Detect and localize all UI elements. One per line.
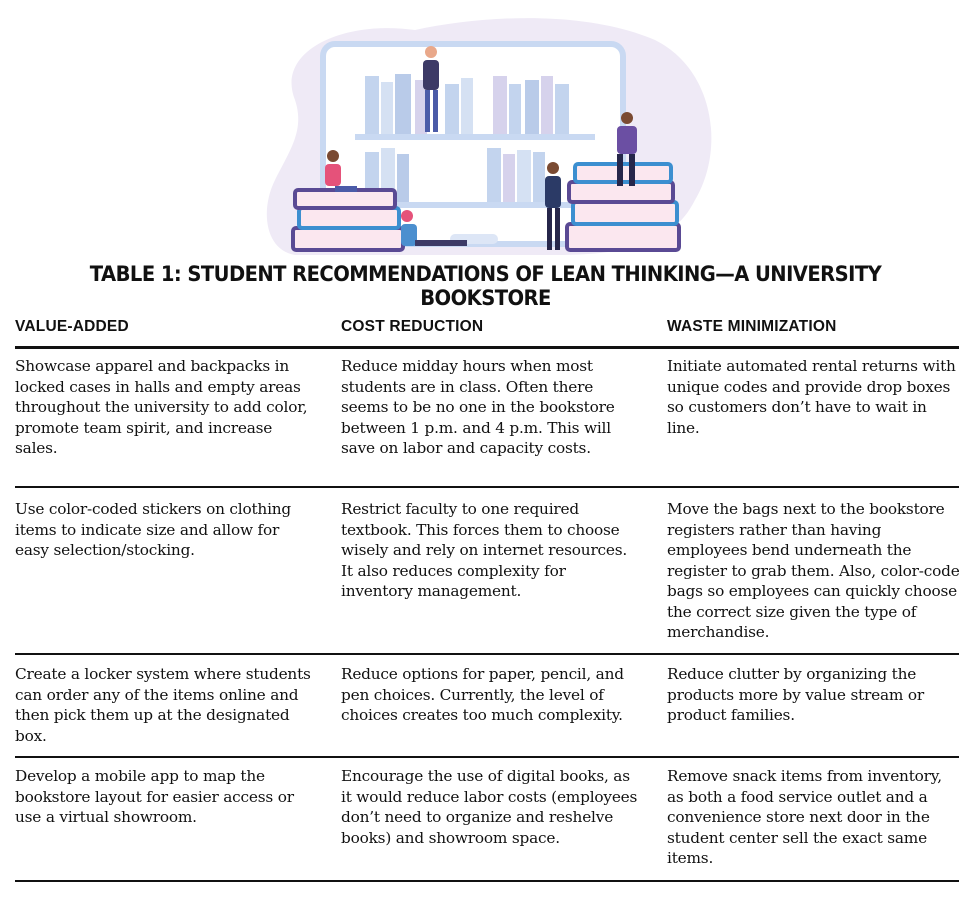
cell-value-added: Use color-coded stickers on clothing items to indicate size and allow for easy selection/stocking.	[15, 500, 292, 559]
shelf-books-top	[365, 74, 569, 134]
table-row	[15, 664, 959, 758]
cell-waste-minimization: Move the bags next to the bookstore registers rather than having employees bend underneath the register to grab them. Also, color-code bags so employees can quickly choose the correct size given the type of merchandise.	[667, 500, 960, 641]
cell-value-added: Create a locker system where students can order any of the items online and then pick them up at the designated box.	[15, 665, 311, 745]
cell-cost-reduction: Encourage the use of digital books, as it would reduce labor costs (employees don’t need to organize and reshelve books) and showroom space.	[341, 767, 638, 847]
header-waste-minimization: WASTE MINIMIZATION	[667, 318, 837, 335]
cell-cost-reduction: Reduce midday hours when most students are in class. Often there seems to be no one in the bookstore between 1 p.m. and 4 p.m. This will save on labor and capacity costs.	[341, 357, 615, 457]
table-title: TABLE 1: STUDENT RECOMMENDATIONS OF LEAN THINKING—A UNIVERSITY BOOKSTORE	[89, 262, 882, 310]
cell-waste-minimization: Initiate automated rental returns with unique codes and provide drop boxes so customers don’t have to wait in line.	[667, 357, 956, 437]
header-value-added: VALUE-ADDED	[15, 318, 129, 335]
cell-cost-reduction: Restrict faculty to one required textbook. This forces them to choose wisely and rely on internet resources. It also reduces complexity for inventory management.	[341, 500, 628, 600]
bookstore-illustration	[255, 10, 725, 260]
table-row	[15, 499, 959, 655]
book-stack-left	[293, 190, 403, 250]
cell-value-added: Showcase apparel and backpacks in locked cases in halls and empty areas throughout the university to add color, promote team spirit, and increase sales.	[15, 357, 308, 457]
table-header	[15, 318, 959, 349]
cell-waste-minimization: Remove snack items from inventory, as both a food service outlet and a convenience store next door in the student center sell the exact same items.	[667, 767, 942, 867]
shelf-top	[355, 134, 595, 140]
cell-waste-minimization: Reduce clutter by organizing the products more by value stream or product families.	[667, 665, 925, 724]
table-row	[15, 356, 959, 488]
cell-cost-reduction: Reduce options for paper, pencil, and pen choices. Currently, the level of choices creates too much complexity.	[341, 665, 624, 724]
header-cost-reduction: COST REDUCTION	[341, 318, 484, 335]
table-row	[15, 766, 959, 882]
cell-value-added: Develop a mobile app to map the bookstore layout for easier access or use a virtual showroom.	[15, 767, 294, 826]
